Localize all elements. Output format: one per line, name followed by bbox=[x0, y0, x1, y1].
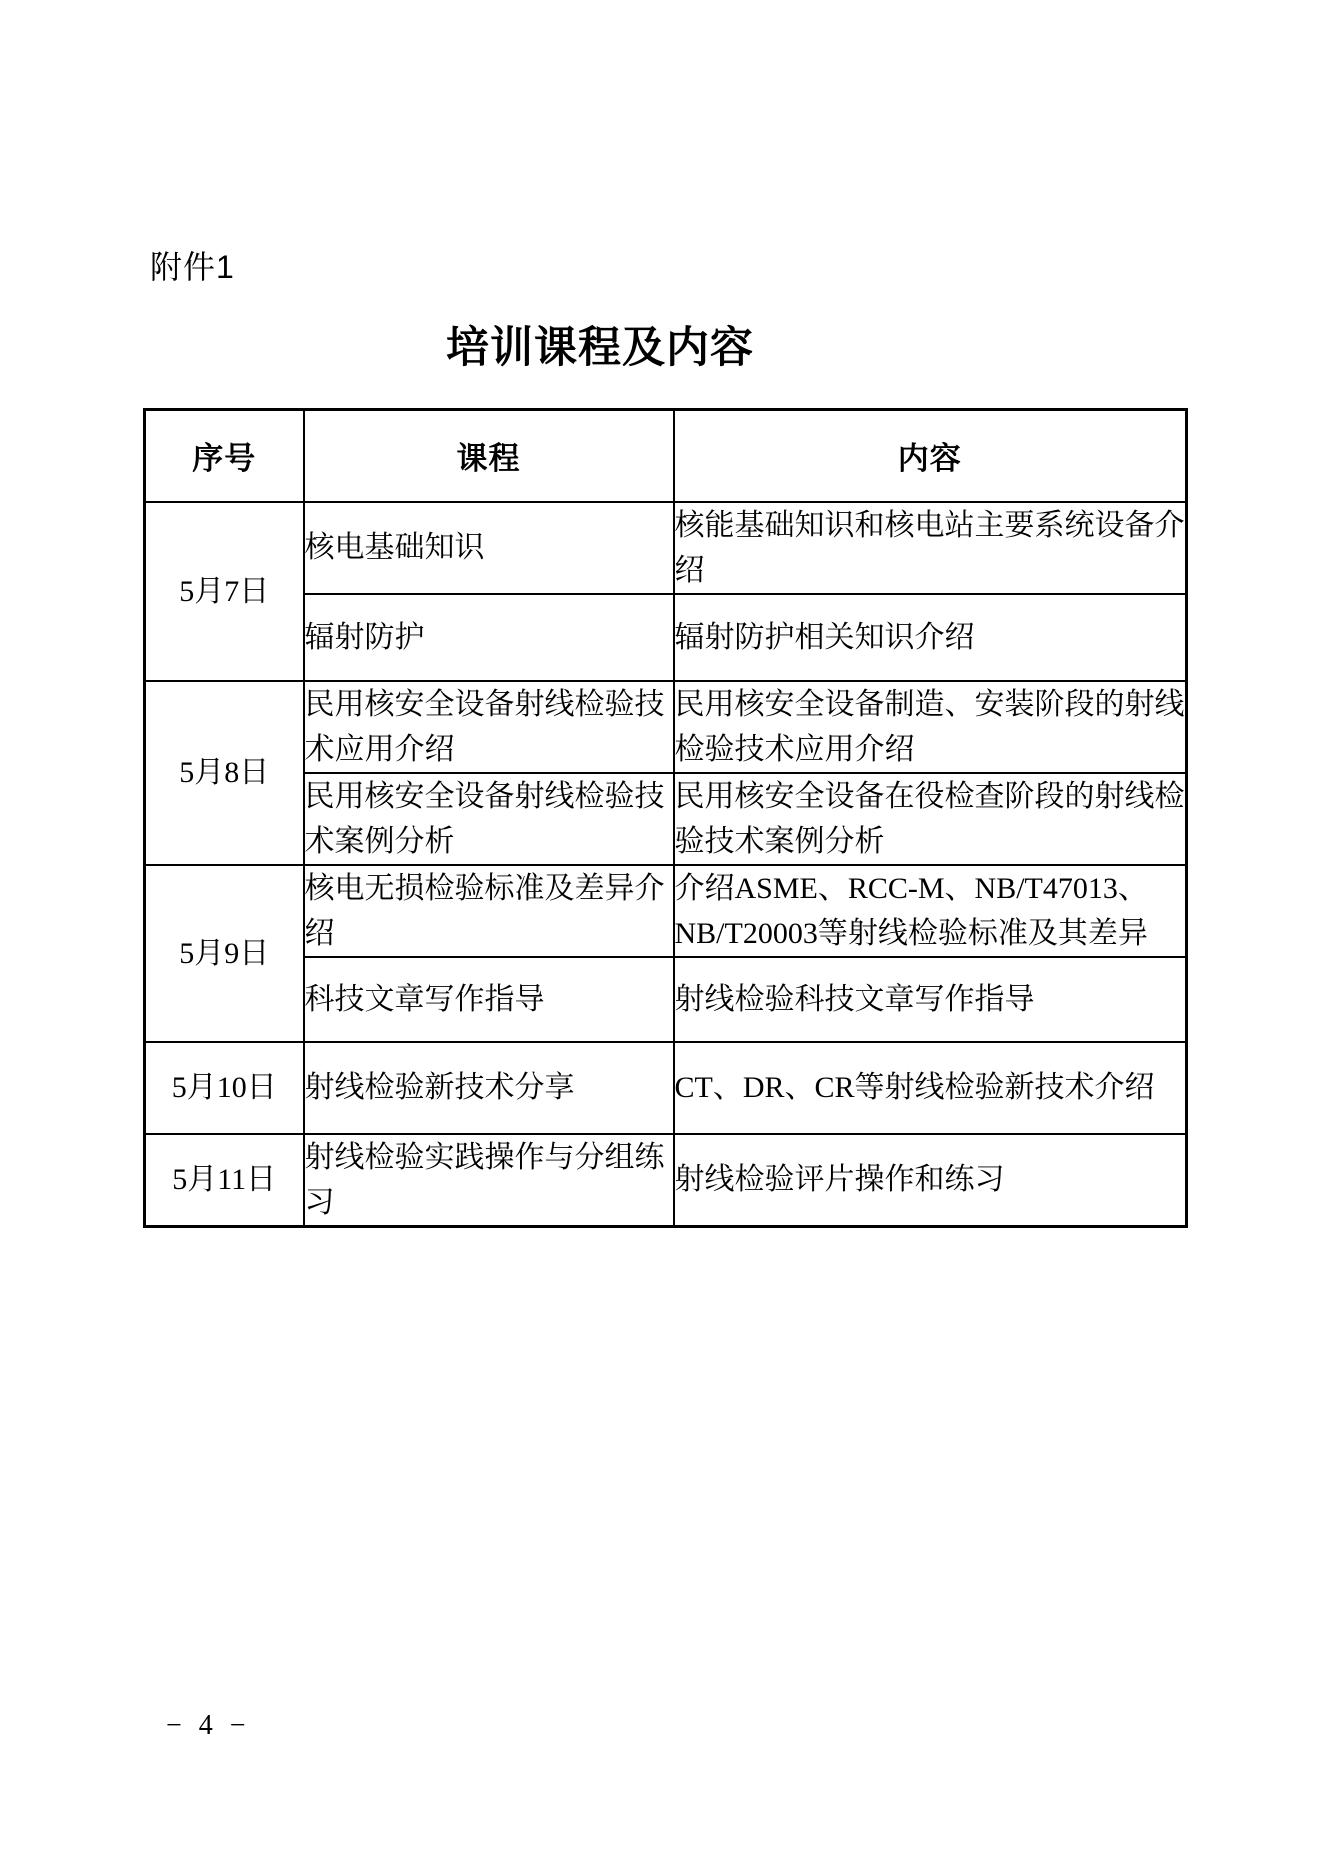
table-row bbox=[145, 502, 1187, 594]
date-cell-may-10: 5月10日 bbox=[145, 1042, 304, 1134]
course-cell: 科技文章写作指导 bbox=[304, 957, 674, 1042]
table-row bbox=[145, 681, 1187, 773]
course-schedule-table bbox=[143, 408, 1188, 1228]
course-cell: 民用核安全设备射线检验技术应用介绍 bbox=[304, 681, 674, 773]
course-cell: 辐射防护 bbox=[304, 594, 674, 681]
table-row bbox=[145, 1042, 1187, 1134]
course-cell: 核电基础知识 bbox=[304, 502, 674, 594]
content-cell: 辐射防护相关知识介绍 bbox=[674, 594, 1187, 681]
table-header-row bbox=[145, 410, 1187, 502]
page-title: 培训课程及内容 bbox=[446, 325, 754, 372]
content-cell: 射线检验评片操作和练习 bbox=[674, 1134, 1187, 1227]
page-number: − 4 − bbox=[166, 1710, 251, 1741]
date-cell-may-8: 5月8日 bbox=[145, 681, 304, 865]
content-cell: 介绍ASME、RCC-M、NB/T47013、NB/T20003等射线检验标准及其差异 bbox=[674, 865, 1187, 957]
date-cell-may-11: 5月11日 bbox=[145, 1134, 304, 1227]
content-cell: 民用核安全设备制造、安装阶段的射线检验技术应用介绍 bbox=[674, 681, 1187, 773]
course-cell: 射线检验实践操作与分组练习 bbox=[304, 1134, 674, 1227]
header-cell-content: 内容 bbox=[674, 410, 1187, 502]
content-cell: 射线检验科技文章写作指导 bbox=[674, 957, 1187, 1042]
header-cell-index: 序号 bbox=[145, 410, 304, 502]
content-cell: 核能基础知识和核电站主要系统设备介绍 bbox=[674, 502, 1187, 594]
content-cell: CT、DR、CR等射线检验新技术介绍 bbox=[674, 1042, 1187, 1134]
date-cell-may-9: 5月9日 bbox=[145, 865, 304, 1042]
course-cell: 民用核安全设备射线检验技术案例分析 bbox=[304, 773, 674, 865]
attachment-label: 附件1 bbox=[150, 249, 235, 285]
table-row bbox=[145, 865, 1187, 957]
date-cell-may-7: 5月7日 bbox=[145, 502, 304, 681]
header-cell-course: 课程 bbox=[304, 410, 674, 502]
content-cell: 民用核安全设备在役检查阶段的射线检验技术案例分析 bbox=[674, 773, 1187, 865]
table-row bbox=[145, 1134, 1187, 1227]
course-cell: 核电无损检验标准及差异介绍 bbox=[304, 865, 674, 957]
course-cell: 射线检验新技术分享 bbox=[304, 1042, 674, 1134]
